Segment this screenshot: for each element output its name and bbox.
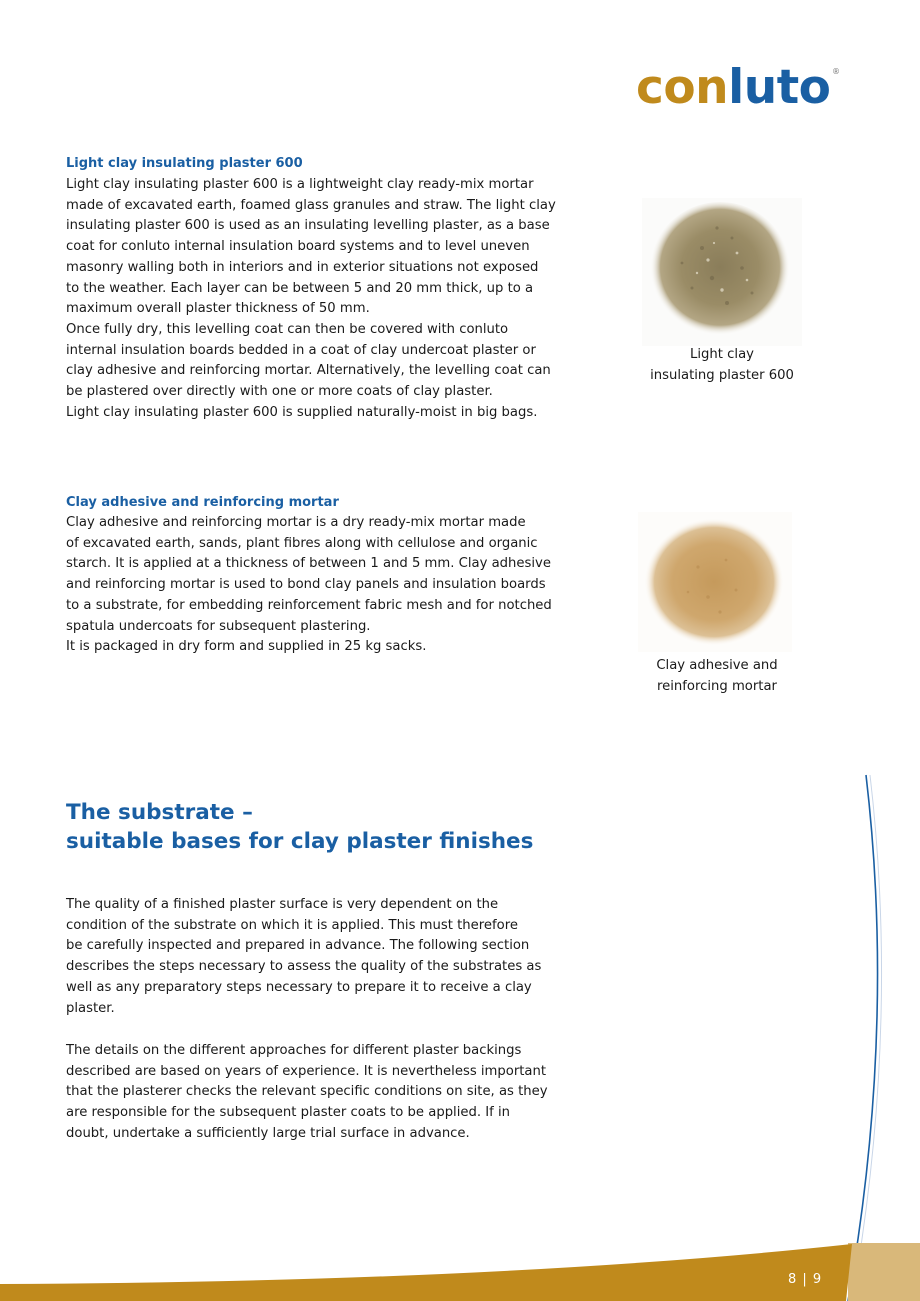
text-line: Light clay insulating plaster 600 is supplied naturally-moist in big bags. bbox=[66, 404, 538, 420]
text-line: The quality of a finished plaster surface is very dependent on the bbox=[66, 897, 499, 912]
text-line: well as any preparatory steps necessary to prepare it to receive a clay bbox=[66, 979, 532, 995]
text-line: spatula undercoats for subsequent plastering. bbox=[66, 618, 371, 634]
text-line: Light clay insulating plaster 600 is a lightweight clay ready-mix mortar bbox=[66, 177, 534, 192]
tan-band bbox=[848, 1243, 920, 1301]
title-line: suitable bases for clay plaster finishes bbox=[66, 828, 534, 854]
text-line: internal insulation boards bedded in a coat of clay undercoat plaster or bbox=[66, 342, 536, 358]
text-line: condition of the substrate on which it is applied. This must therefore bbox=[66, 917, 518, 933]
section-body-light-clay bbox=[66, 175, 556, 423]
curved-page-edge bbox=[848, 775, 878, 1301]
text-line: described are based on years of experience. It is nevertheless important bbox=[66, 1063, 547, 1079]
text-line: masonry walling both in interiors and in exterior situations not exposed bbox=[66, 259, 539, 275]
text-line: Once fully dry, this levelling coat can then be covered with conluto bbox=[66, 321, 509, 337]
text-line: be carefully inspected and prepared in advance. The following section bbox=[66, 938, 530, 954]
text-line: made of excavated earth, foamed glass granules and straw. The light clay bbox=[66, 197, 556, 213]
text-line: maximum overall plaster thickness of 50 mm. bbox=[66, 301, 370, 317]
text-line: to the weather. Each layer can be between 5 and 20 mm thick, up to a bbox=[66, 280, 534, 296]
text-line: describes the steps necessary to assess the quality of the substrates as bbox=[66, 959, 542, 975]
caption-line: Light clay bbox=[690, 347, 754, 362]
text-line: insulating plaster 600 is used as an insulating levelling plaster, as a base bbox=[66, 218, 550, 234]
logo-part-luto: luto bbox=[728, 60, 831, 115]
text-line: plaster. bbox=[66, 1000, 115, 1016]
section-heading-light-clay: Light clay insulating plaster 600 bbox=[66, 156, 303, 171]
text-line: It is packaged in dry form and supplied in 25 kg sacks. bbox=[66, 639, 427, 655]
text-line: Clay adhesive and reinforcing mortar is a dry ready-mix mortar made bbox=[66, 515, 526, 530]
section-body-clay-adhesive bbox=[66, 513, 556, 658]
substrate-paragraph-1 bbox=[66, 895, 556, 1019]
substrate-paragraph-2 bbox=[66, 1041, 556, 1145]
caption-line: reinforcing mortar bbox=[657, 678, 777, 694]
caption-clay-adhesive bbox=[617, 656, 817, 697]
clay-adhesive-mortar-image bbox=[638, 512, 792, 652]
light-clay-plaster-image bbox=[642, 198, 802, 346]
text-line: to a substrate, for embedding reinforcement fabric mesh and for notched bbox=[66, 597, 552, 613]
text-line: starch. It is applied at a thickness of between 1 and 5 mm. Clay adhesive bbox=[66, 556, 551, 572]
text-line: doubt, undertake a sufficiently large trial surface in advance. bbox=[66, 1125, 470, 1141]
text-line: The details on the different approaches for different plaster backings bbox=[66, 1043, 522, 1058]
page-number: 8 | 9 bbox=[788, 1272, 823, 1287]
section-heading-clay-adhesive: Clay adhesive and reinforcing mortar bbox=[66, 495, 339, 510]
caption-line: insulating plaster 600 bbox=[650, 367, 794, 383]
caption-line: Clay adhesive and bbox=[656, 658, 778, 673]
caption-light-clay bbox=[622, 345, 822, 386]
conluto-logo bbox=[636, 60, 840, 115]
substrate-title bbox=[66, 799, 533, 856]
text-line: clay adhesive and reinforcing mortar. Alternatively, the levelling coat can bbox=[66, 363, 551, 379]
text-line: are responsible for the subsequent plaster coats to be applied. If in bbox=[66, 1105, 511, 1121]
text-line: of excavated earth, sands, plant fibres along with cellulose and organic bbox=[66, 535, 538, 551]
gold-band bbox=[0, 1244, 852, 1301]
registered-mark: ® bbox=[831, 67, 840, 76]
text-line: be plastered over directly with one or more coats of clay plaster. bbox=[66, 384, 493, 400]
logo-part-con: con bbox=[636, 60, 729, 115]
text-line: coat for conluto internal insulation board systems and to level uneven bbox=[66, 239, 530, 255]
text-line: that the plasterer checks the relevant specific conditions on site, as they bbox=[66, 1084, 548, 1100]
title-line: The substrate – bbox=[66, 800, 253, 825]
text-line: and reinforcing mortar is used to bond clay panels and insulation boards bbox=[66, 577, 546, 593]
